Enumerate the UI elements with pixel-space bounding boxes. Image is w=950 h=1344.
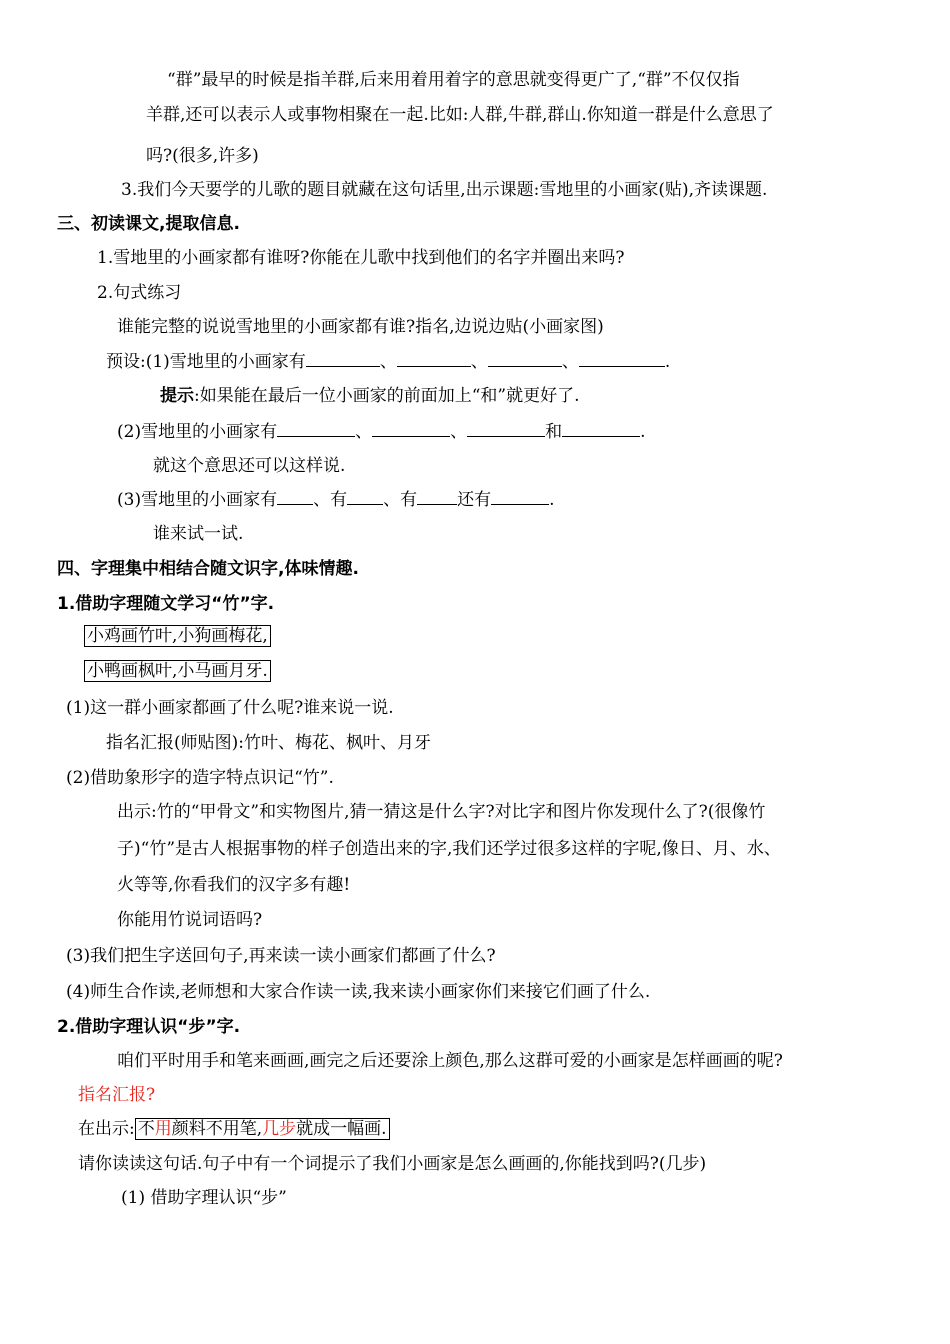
tip-line — [160, 384, 580, 408]
item-2-line-4: 你能用竹说词语吗? — [117, 910, 263, 930]
sentence-3-prefix: (3)雪地里的小画家有 — [117, 490, 278, 510]
period: . — [549, 490, 555, 510]
blank — [347, 488, 383, 505]
tip-text: :如果能在最后一位小画家的前面加上“和”就更好了. — [194, 386, 580, 406]
highlight-jibu: 几步 — [262, 1119, 297, 1139]
sentence-2 — [117, 420, 646, 444]
show-text: 不 — [137, 1119, 155, 1139]
item-1: (1)这一群小画家都画了什么呢?谁来说一说. — [66, 698, 394, 718]
sec3-ask: 谁能完整的说说雪地里的小画家都有谁?指名,边说边贴(小画家图) — [117, 317, 604, 337]
connector-you: 、有 — [313, 490, 348, 510]
poem-box-1: 小鸡画竹叶,小狗画梅花, — [84, 625, 271, 647]
item-2: (2)借助象形字的造字特点识记“竹”. — [66, 768, 334, 788]
part-2-sub-1: (1) 借助字理认识“步” — [121, 1188, 287, 1208]
blank — [467, 420, 545, 437]
sentence-2-prefix: (2)雪地里的小画家有 — [117, 422, 278, 442]
show-text: 颜料不用笔, — [171, 1119, 263, 1139]
blank — [372, 420, 450, 437]
blank — [491, 488, 549, 505]
item-3: (3)我们把生字送回句子,再来读一读小画家们都画了什么? — [66, 946, 496, 966]
part-1-title: 1.借助字理随文学习“竹”字. — [57, 594, 275, 614]
item-2-line-3: 火等等,你看我们的汉字多有趣! — [117, 875, 351, 895]
report-prompt: 指名汇报? — [78, 1085, 156, 1105]
highlight-yong: 用 — [154, 1119, 172, 1139]
period: . — [664, 352, 671, 372]
sec3-q1: 1.雪地里的小画家都有谁呀?你能在儿歌中找到他们的名字并圈出来吗? — [97, 248, 625, 268]
item-2-line-1: 出示:竹的“甲骨文”和实物图片,猜一猜这是什么字?对比字和图片你发现什么了?(很像竹 — [117, 802, 766, 822]
period: . — [640, 422, 646, 442]
show-prefix: 在出示: — [78, 1119, 135, 1139]
show-sentence-box — [135, 1118, 390, 1140]
item-1-answer: 指名汇报(师贴图):竹叶、梅花、枫叶、月牙 — [106, 733, 431, 753]
poem-line-1 — [84, 624, 271, 648]
separator: 、 — [450, 422, 468, 442]
show-text: 就成一幅画. — [296, 1119, 387, 1139]
sentence-2-note: 就这个意思还可以这样说. — [153, 456, 346, 476]
sentence-1-prefix: 预设:(1)雪地里的小画家有 — [106, 352, 306, 372]
connector-haiyou: 还有 — [457, 490, 492, 510]
separator: 、 — [379, 352, 397, 372]
intro-step-3: 3.我们今天要学的儿歌的题目就藏在这句话里,出示课题:雪地里的小画家(贴),齐读课题. — [121, 180, 768, 200]
intro-line-2: 羊群,还可以表示人或事物相聚在一起.比如:人群,牛群,群山.你知道一群是什么意思了 — [146, 105, 774, 125]
intro-line-1: “群”最早的时候是指羊群,后来用着用着字的意思就变得更广了,“群”不仅仅指 — [167, 70, 740, 90]
blank — [277, 420, 355, 437]
intro-line-3: 吗?(很多,许多) — [146, 146, 259, 166]
conjunction-he: 和 — [545, 422, 563, 442]
blank — [277, 488, 313, 505]
tip-label: 提示 — [160, 386, 194, 406]
part-2-title: 2.借助字理认识“步”字. — [57, 1017, 241, 1037]
section-4-title: 四、字理集中相结合随文识字,体味情趣. — [57, 559, 359, 579]
sentence-3-note: 谁来试一试. — [153, 524, 244, 544]
connector-you: 、有 — [383, 490, 418, 510]
item-4: (4)师生合作读,老师想和大家合作读一读,我来读小画家你们来接它们画了什么. — [66, 982, 651, 1002]
section-3-title: 三、初读课文,提取信息. — [57, 214, 240, 234]
blank — [579, 350, 665, 367]
blank — [306, 350, 380, 367]
blank — [562, 420, 640, 437]
blank — [417, 488, 457, 505]
separator: 、 — [470, 352, 488, 372]
separator: 、 — [561, 352, 579, 372]
sentence-3 — [117, 488, 555, 512]
poem-line-2 — [84, 659, 271, 683]
item-2-line-2: 子)“竹”是古人根据事物的样子创造出来的字,我们还学过很多这样的字呢,像日、月、水、 — [117, 839, 781, 859]
part-2-line-1: 咱们平时用手和笔来画画,画完之后还要涂上颜色,那么这群可爱的小画家是怎样画画的呢? — [117, 1051, 783, 1071]
sec3-q2: 2.句式练习 — [97, 283, 182, 303]
poem-box-2: 小鸭画枫叶,小马画月牙. — [84, 660, 271, 682]
part-2-question: 请你读读这句话.句子中有一个词提示了我们小画家是怎么画画的,你能找到吗?(几步) — [78, 1154, 707, 1174]
show-line — [78, 1117, 390, 1141]
separator: 、 — [355, 422, 373, 442]
sentence-1 — [106, 350, 670, 374]
blank — [488, 350, 562, 367]
blank — [397, 350, 471, 367]
